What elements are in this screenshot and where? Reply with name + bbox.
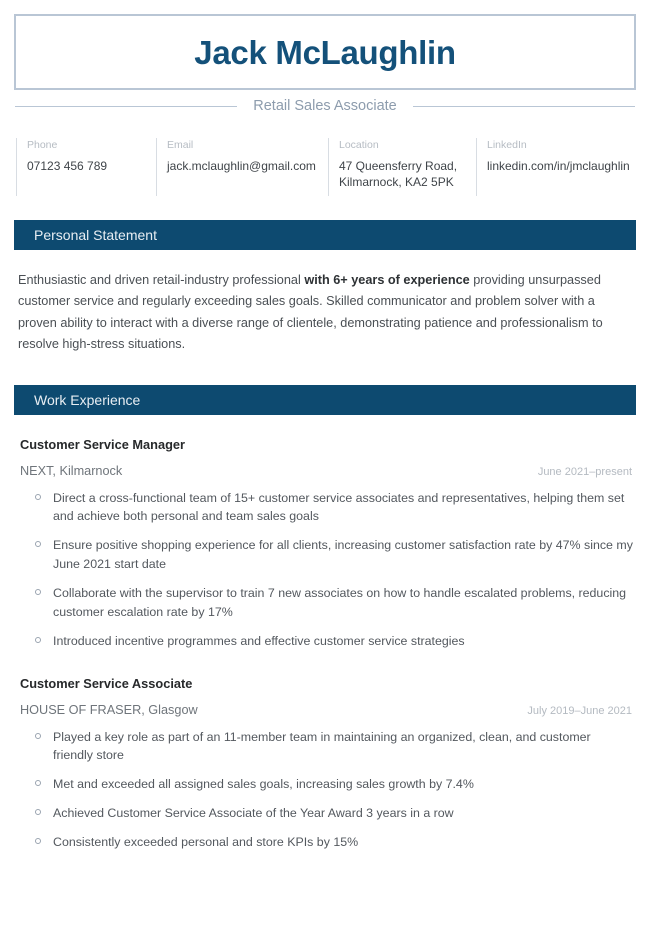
bullet-circle-icon (35, 733, 41, 739)
statement-highlight: with 6+ years of experience (304, 273, 470, 288)
bullet-circle-icon (35, 637, 41, 643)
list-item (16, 804, 634, 823)
bullet-text: Achieved Customer Service Associate of the Year Award 3 years in a row (53, 806, 454, 821)
job-meta (16, 463, 634, 480)
bullet-circle-icon (35, 541, 41, 547)
bullet-text: Ensure positive shopping experience for all clients, increasing customer satisfaction rate by 47% since my June 2021 start date (53, 538, 633, 572)
job-bullet-list (16, 728, 634, 852)
list-item (16, 536, 634, 574)
list-item (16, 632, 634, 651)
contact-label-email: Email (167, 139, 194, 151)
contact-value-phone: 07123 456 789 (27, 158, 108, 173)
list-item (16, 775, 634, 794)
contact-item-linkedin (476, 138, 634, 196)
subtitle-rule-left (15, 106, 237, 107)
job-title: Customer Service Associate (20, 676, 193, 692)
statement-part-1: Enthusiastic and driven retail-industry professional (18, 273, 305, 288)
list-item (16, 833, 634, 852)
contact-label-location: Location (339, 139, 379, 151)
contact-item-location (328, 138, 476, 196)
bullet-circle-icon (35, 589, 41, 595)
bullet-text: Played a key role as part of an 11-member team in maintaining an organized, clean, and customer friendly store (53, 729, 591, 763)
name-box (14, 14, 636, 90)
bullet-text: Met and exceeded all assigned sales goals, increasing sales growth by 7.4% (53, 777, 474, 792)
job-company: NEXT, Kilmarnock (20, 464, 123, 478)
section-title-personal-statement: Personal Statement (34, 227, 157, 244)
resume-page (0, 14, 650, 934)
job-title: Customer Service Manager (20, 437, 186, 453)
bullet-text: Introduced incentive programmes and effective customer service strategies (53, 633, 465, 648)
subtitle-row (14, 98, 636, 114)
section-title-work-experience: Work Experience (34, 392, 141, 409)
bullet-circle-icon (35, 494, 41, 500)
bullet-circle-icon (35, 838, 41, 844)
section-header-personal-statement (14, 220, 636, 250)
contact-value-location: 47 Queensferry Road, Kilmarnock, KA2 5PK (339, 158, 458, 189)
job-dates: July 2019–June 2021 (527, 705, 632, 718)
contact-row (14, 138, 636, 196)
section-header-work-experience (14, 385, 636, 415)
job-entry (16, 437, 634, 650)
bullet-text: Consistently exceeded personal and store KPIs by 15% (53, 834, 359, 849)
contact-value-linkedin[interactable]: linkedin.com/in/jmclaughlin (487, 158, 630, 173)
candidate-job-title: Retail Sales Associate (253, 98, 397, 114)
bullet-text: Direct a cross-functional team of 15+ customer service associates and representatives, helping them set and achieve both personal and team sales goals (53, 490, 625, 524)
work-experience-list (14, 437, 636, 851)
job-dates: June 2021–present (537, 466, 632, 478)
bullet-circle-icon (35, 780, 41, 786)
bullet-circle-icon (35, 809, 41, 815)
job-entry (16, 676, 634, 851)
list-item (16, 728, 634, 766)
bullet-text: Collaborate with the supervisor to train 7 new associates on how to handle escalated problems, reducing customer escalation rate by 17% (53, 585, 627, 619)
subtitle-rule-right (413, 106, 635, 107)
contact-item-email (156, 138, 328, 196)
list-item (16, 584, 634, 622)
contact-item-phone (16, 138, 156, 196)
contact-label-phone: Phone (27, 139, 58, 151)
job-meta (16, 702, 634, 719)
job-bullet-list (16, 489, 634, 651)
contact-value-email[interactable]: jack.mclaughlin@gmail.com (167, 158, 316, 173)
candidate-name: Jack McLaughlin (194, 33, 456, 71)
job-company: HOUSE OF FRASER, Glasgow (20, 703, 198, 718)
statement-part-2: providing unsurpassed customer service and regularly exceeding sales goals. Skilled communicator and problem solver with a proven ability to interact with a diverse range of clientele, demonstrating patience and professionalism to resolve high-stress situations. (18, 273, 603, 352)
list-item (16, 489, 634, 527)
contact-label-linkedin: LinkedIn (487, 139, 527, 151)
personal-statement-text (14, 270, 636, 355)
